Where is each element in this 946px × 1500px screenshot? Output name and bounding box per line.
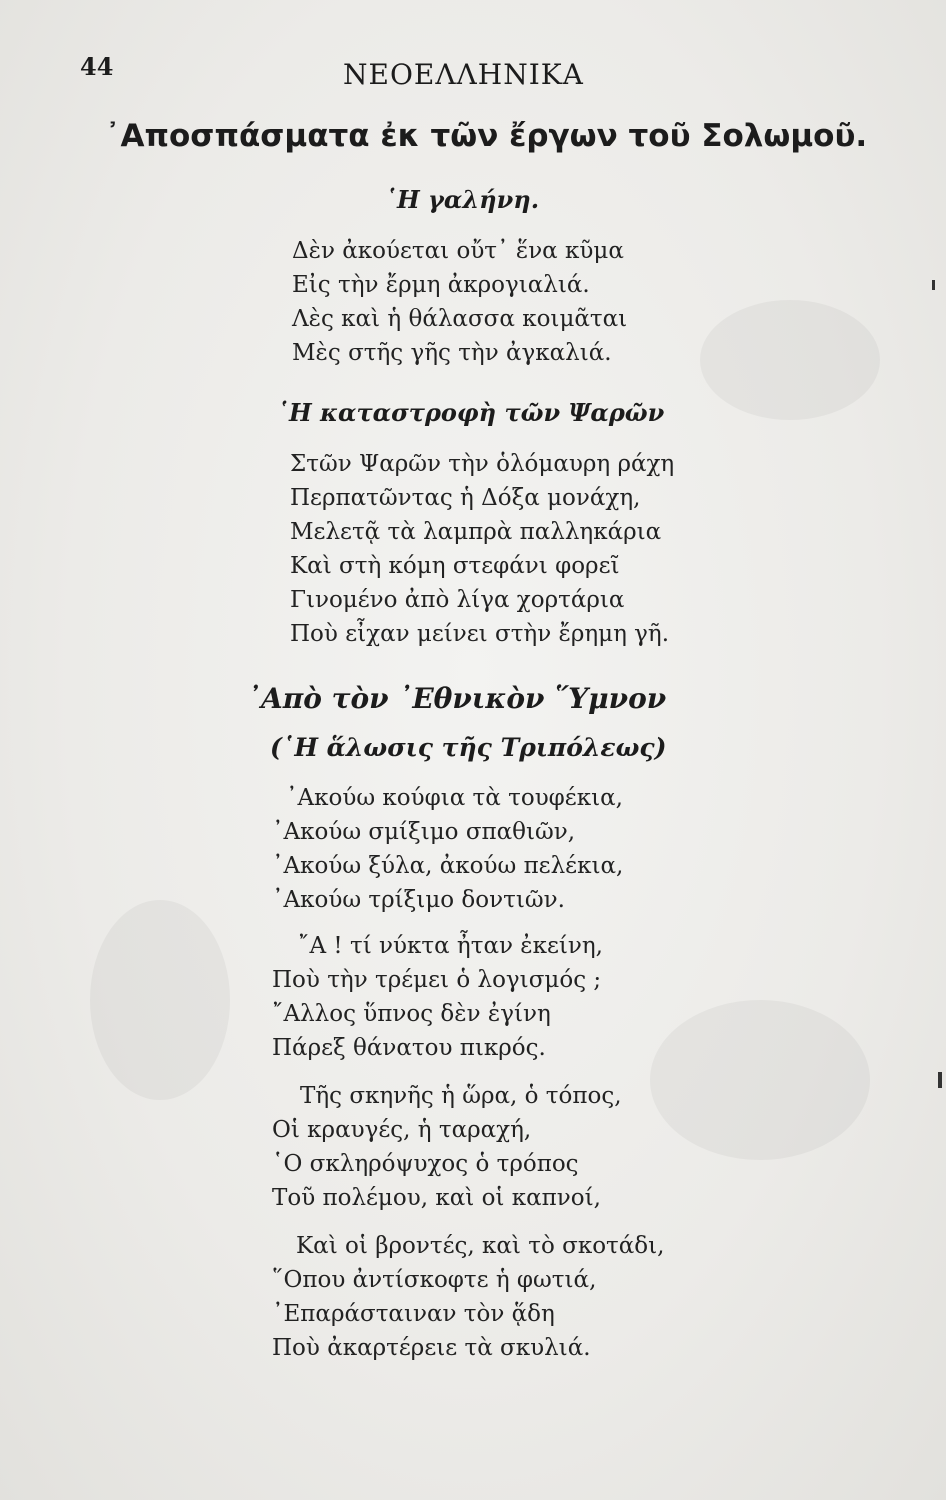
poem-line: Μελετᾷ τὰ λαμπρὰ παλληκάρια	[290, 519, 662, 545]
edge-mark	[932, 280, 935, 290]
poem-line: ῎Α ! τί νύκτα ἦταν ἐκείνη,	[298, 933, 603, 959]
main-title: ᾿Αποσπάσματα ἐκ τῶν ἔργων τοῦ Σολωμοῦ.	[105, 118, 868, 154]
poem-line: Γινομένο ἀπὸ λίγα χορτάρια	[290, 587, 625, 613]
poem-line: Περπατῶντας ἡ Δόξα μονάχη,	[290, 485, 641, 511]
paper-stain	[650, 1000, 870, 1160]
poem-line: ῞Οπου ἀντίσκοφτε ἡ φωτιά,	[272, 1267, 597, 1293]
poem-line: Ποὺ ἀκαρτέρειε τὰ σκυλιά.	[272, 1335, 591, 1361]
poem-line: ῾Ο σκληρόψυχος ὁ τρόπος	[272, 1151, 579, 1177]
poem-line: Ποὺ τὴν τρέμει ὁ λογισμός ;	[272, 967, 602, 993]
poem-line: Ποὺ εἶχαν μείνει στὴν ἔρημη γῆ.	[290, 621, 670, 647]
poem-line: ῎Αλλος ὕπνος δὲν ἐγίνη	[272, 1001, 551, 1027]
poem-line: Τῆς σκηνῆς ἡ ὥρα, ὁ τόπος,	[300, 1083, 622, 1109]
poem-line: Λὲς καὶ ἡ θάλασσα κοιμᾶται	[292, 306, 628, 332]
edge-mark	[938, 1072, 942, 1088]
poem-line: ᾿Ακούω κούφια τὰ τουφέκια,	[286, 785, 623, 811]
section-heading-hymn: ᾿Απὸ τὸν ᾿Εθνικὸν ῞Υμνον	[247, 682, 667, 715]
poem-line: Τοῦ πολέμου, καὶ οἱ καπνοί,	[272, 1185, 601, 1211]
paper-stain	[700, 300, 880, 420]
poem-line: Στῶν Ψαρῶν τὴν ὁλόμαυρη ράχη	[290, 451, 675, 477]
poem-line: ᾿Επαράσταιναν τὸν ᾅδη	[272, 1301, 555, 1327]
section-subheading-hymn: (῾Η ἅλωσις τῆς Τριπόλεως)	[270, 733, 667, 762]
poem-line: Οἱ κραυγές, ἡ ταραχή,	[272, 1117, 532, 1143]
paper-stain	[90, 900, 230, 1100]
poem-line: Καὶ στὴ κόμη στεφάνι φορεῖ	[290, 553, 620, 579]
poem-line: Καὶ οἱ βροντές, καὶ τὸ σκοτάδι,	[296, 1233, 665, 1259]
section-heading-psara: ῾Η καταστροφὴ τῶν Ψαρῶν	[277, 398, 665, 427]
poem-line: Πάρεξ θάνατου πικρός.	[272, 1035, 546, 1061]
running-title: ΝΕΟΕΛΛΗΝΙΚΑ	[343, 58, 584, 91]
poem-line: ᾿Ακούω τρίξιμο δοντιῶν.	[272, 887, 565, 913]
poem-line: ᾿Ακούω σμίξιμο σπαθιῶν,	[272, 819, 576, 845]
page-number: 44	[80, 52, 114, 81]
poem-line: Εἰς τὴν ἔρμη ἀκρογιαλιά.	[292, 272, 590, 298]
poem-line: Μὲς στῆς γῆς τὴν ἀγκαλιά.	[292, 340, 612, 366]
poem-line: Δὲν ἀκούεται οὔτ᾿ ἕνα κῦμα	[292, 238, 624, 264]
poem-line: ᾿Ακούω ξύλα, ἀκούω πελέκια,	[272, 853, 624, 879]
section-heading-galini: ῾Η γαλήνη.	[385, 185, 540, 214]
